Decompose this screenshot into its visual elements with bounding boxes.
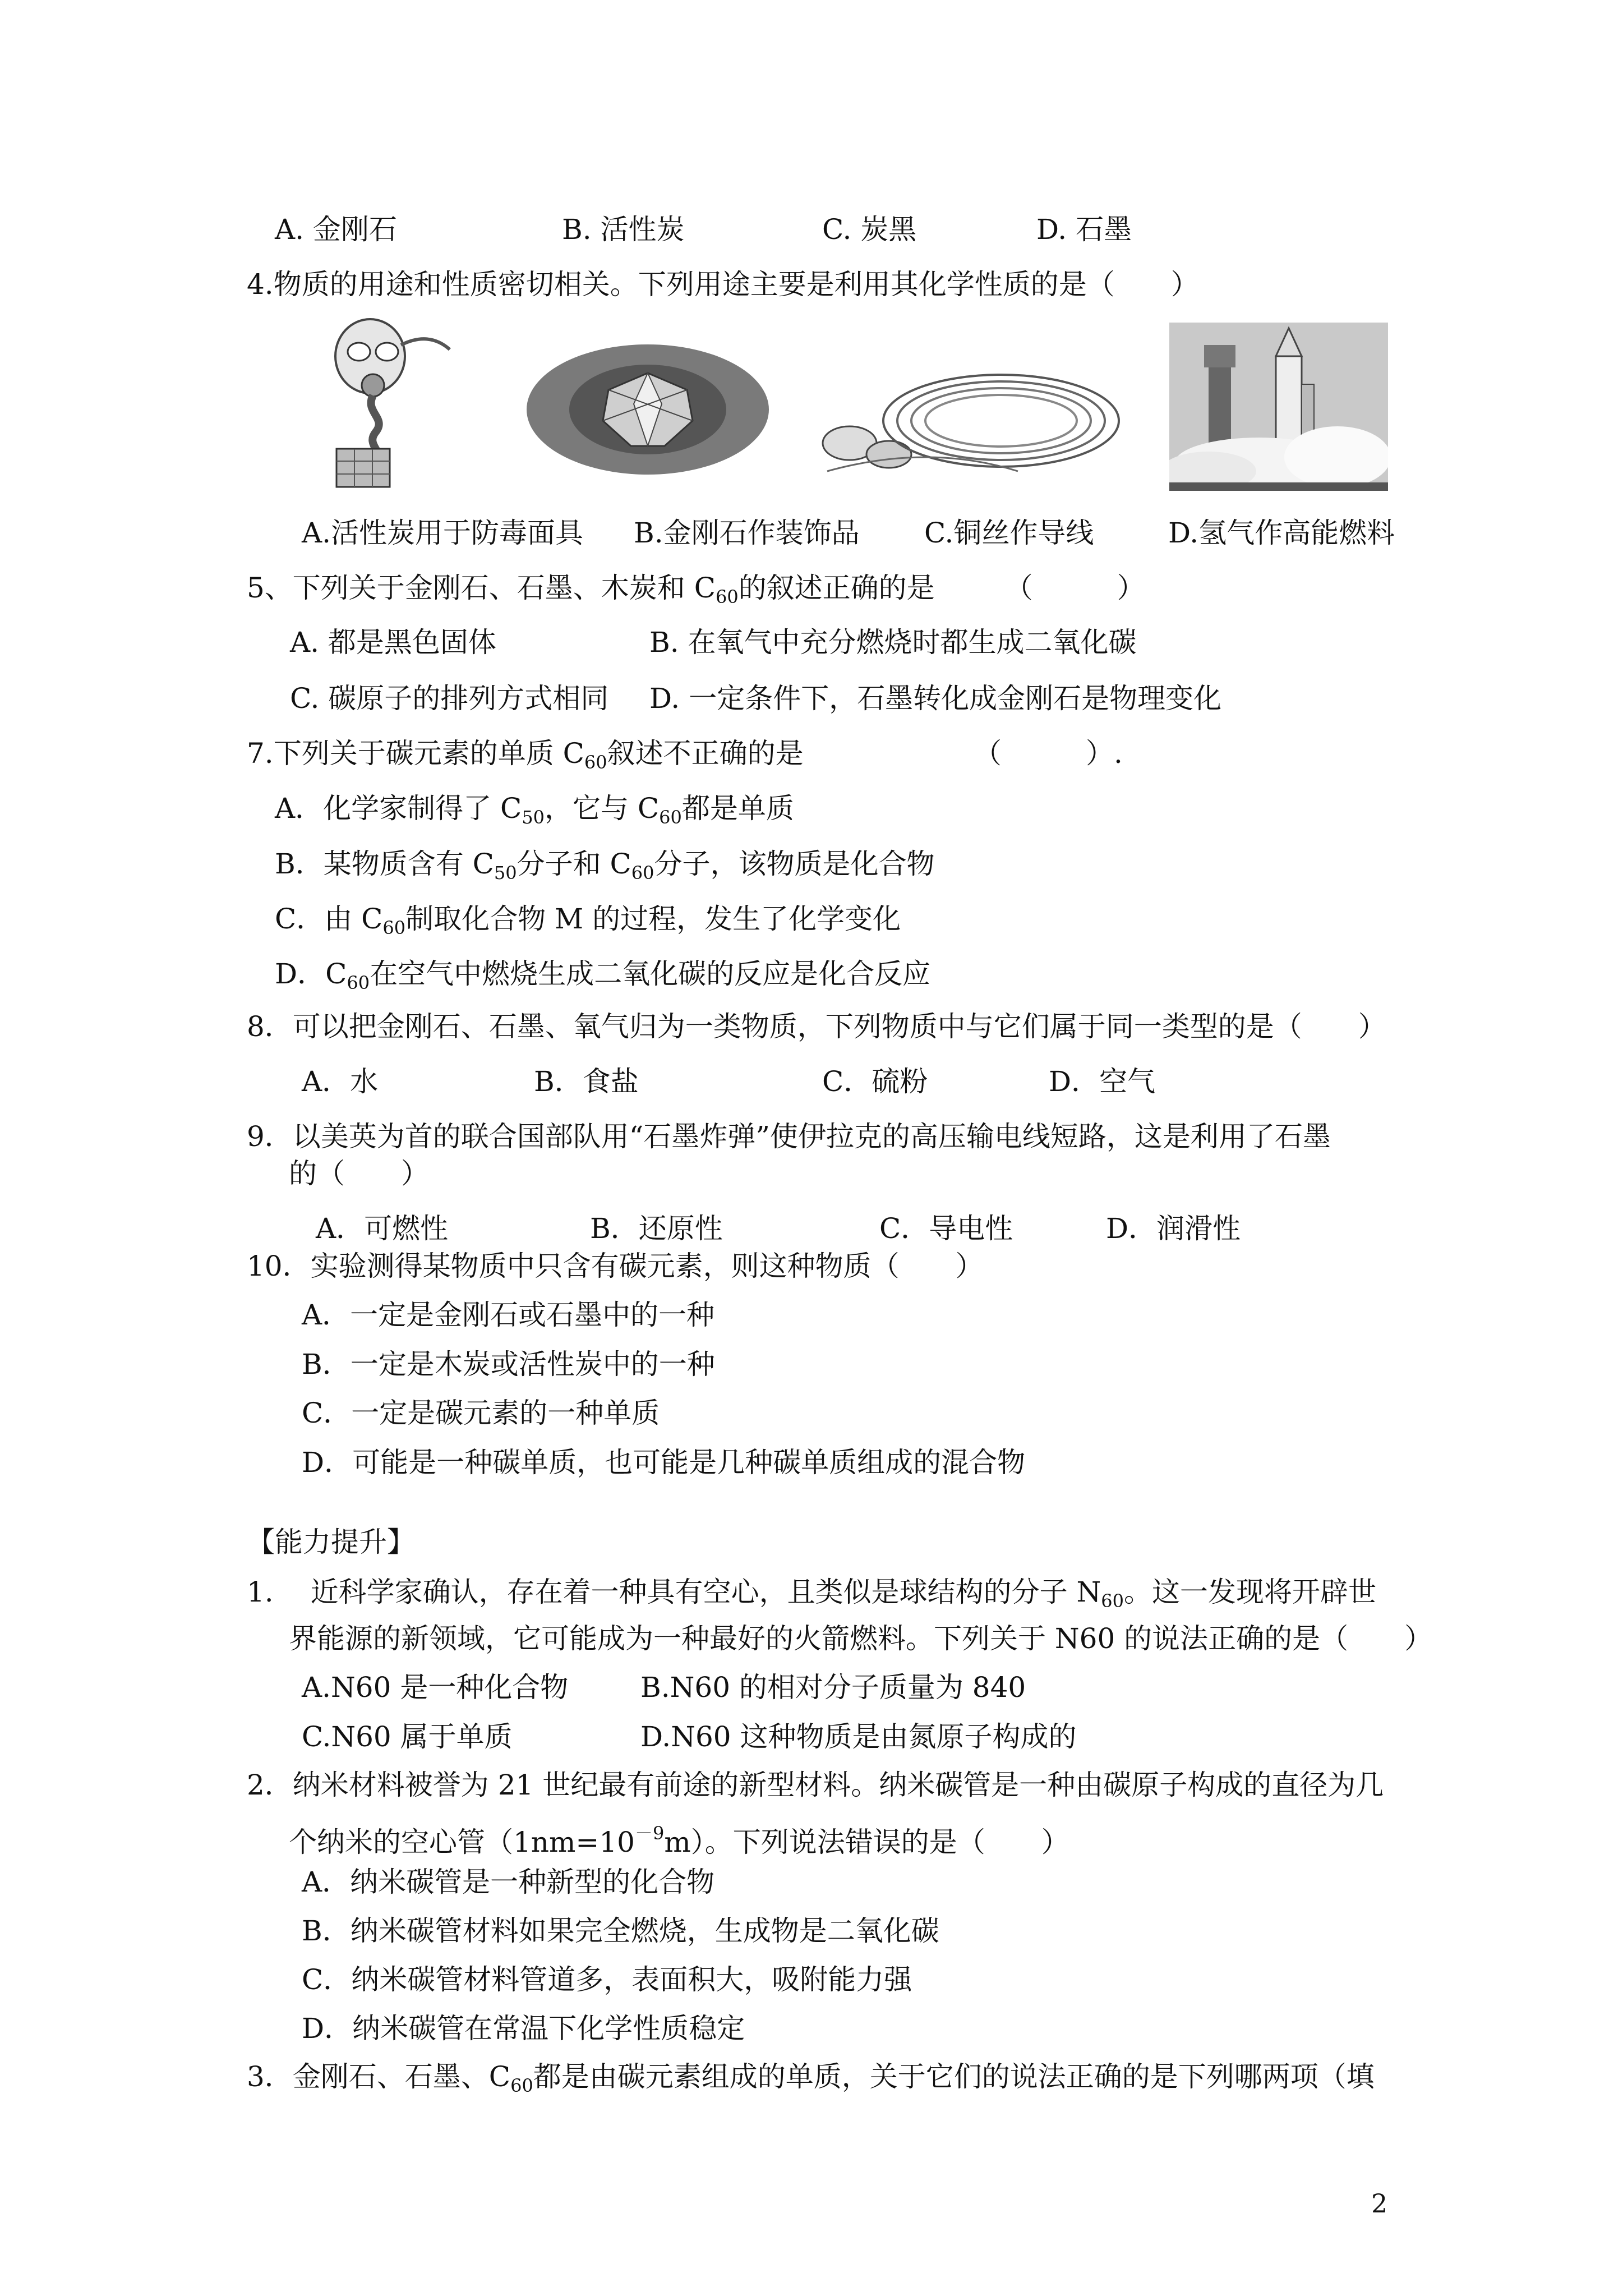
p1-option-b: B.N60 的相对分子质量为 840 [640, 1671, 1026, 1704]
section-title: 【能力提升】 [247, 1526, 415, 1558]
q5-option-a: A. 都是黑色固体 [290, 626, 496, 659]
q7-a-sub2: 60 [659, 807, 682, 828]
q7-d-pre: D．C [275, 958, 347, 990]
q3-option-c: C. 炭黑 [822, 213, 917, 246]
q5-option-b: B. 在氧气中充分燃烧时都生成二氧化碳 [649, 626, 1137, 659]
q7-c-post: 制取化合物 M 的过程，发生了化学变化 [405, 903, 901, 935]
p1-stem-line2: 界能源的新领域，它可能成为一种最好的火箭燃料。下列关于 N60 的说法正确的是（ ） [289, 1622, 1433, 1655]
q7-a-mid: ，它与 C [544, 792, 660, 825]
q9-option-b: B．还原性 [590, 1212, 723, 1245]
p1-option-a: A.N60 是一种化合物 [302, 1671, 569, 1704]
q7-c-pre: C．由 C [275, 903, 383, 935]
q10-option-b: B．一定是木炭或活性炭中的一种 [302, 1348, 715, 1381]
q7-a-sub1: 50 [522, 807, 545, 828]
q7-c-sub1: 60 [382, 917, 406, 938]
q8-option-c: C．硫粉 [822, 1065, 928, 1098]
q10-option-c: C．一定是碳元素的一种单质 [302, 1397, 660, 1429]
q10-option-d: D．可能是一种碳单质，也可能是几种碳单质组成的混合物 [302, 1446, 1026, 1479]
p3-pre: 3．金刚石、石墨、C [247, 2060, 511, 2093]
q9-stem-line2: 的（ ） [289, 1157, 429, 1190]
p3-stem [247, 2059, 1375, 2104]
q7-b-sub2: 60 [631, 862, 654, 884]
q9-stem-line1: 9．以美英为首的联合国部队用“石墨炸弹”使伊拉克的高压输电线短路，这是利用了石墨 [247, 1120, 1331, 1153]
p1-option-d: D.N60 这种物质是由氮原子构成的 [640, 1720, 1077, 1753]
q5-stem-pre: 5、下列关于金刚石、石墨、木炭和 C [247, 572, 716, 604]
page-number: 2 [1371, 2188, 1388, 2219]
q7-a-pre: A．化学家制得了 C [275, 792, 522, 825]
q4-option-d: D.氢气作高能燃料 [1168, 517, 1395, 549]
q5-stem-post: 的叙述正确的是 （ ） [738, 572, 1145, 604]
q8-option-a: A．水 [302, 1065, 379, 1098]
p2-stem2-sup: －9 [634, 1823, 665, 1844]
q8-option-b: B．食盐 [534, 1065, 639, 1098]
p1-option-c: C.N60 属于单质 [302, 1720, 513, 1753]
q8-option-d: D．空气 [1049, 1065, 1156, 1098]
q3-option-b: B. 活性炭 [562, 213, 685, 246]
q5-stem-sub: 60 [715, 586, 739, 608]
q5-option-d: D. 一定条件下，石墨转化成金刚石是物理变化 [649, 682, 1222, 715]
q7-b-pre: B．某物质含有 C [275, 848, 494, 880]
q7-a-post: 都是单质 [681, 792, 794, 825]
q7-stem [247, 735, 804, 780]
q9-option-d: D．润滑性 [1106, 1212, 1241, 1245]
p2-stem-line2 [289, 1815, 1069, 1860]
q4-option-b: B.金刚石作装饰品 [634, 517, 860, 549]
q7-b-post: 分子，该物质是化合物 [654, 848, 935, 880]
q3-option-d: D. 石墨 [1036, 213, 1132, 246]
p3-post: 都是由碳元素组成的单质，关于它们的说法正确的是下列哪两项（填 [533, 2060, 1375, 2093]
p1-stem1-pre: 1. 近科学家确认，存在着一种具有空心，且类似是球结构的分子 N [247, 1576, 1101, 1608]
rocket-launch-image [1169, 323, 1388, 491]
q10-stem: 10．实验测得某物质中只含有碳元素，则这种物质（ ） [247, 1250, 984, 1282]
q7-answer-paren: （ ）. [974, 737, 1123, 770]
q7-stem-sub: 60 [584, 752, 607, 773]
p2-stem2-pre: 个纳米的空心管（1nm=10 [289, 1826, 635, 1858]
p1-stem1-post: 。这一发现将开辟世 [1123, 1576, 1376, 1608]
p3-sub: 60 [510, 2075, 533, 2096]
q7-stem-post: 叙述不正确的是 [607, 737, 804, 770]
q10-option-a: A．一定是金刚石或石墨中的一种 [302, 1299, 715, 1331]
p2-stem-line1: 2．纳米材料被誉为 21 世纪最有前途的新型材料。纳米碳管是一种由碳原子构成的直径为几 [247, 1769, 1384, 1801]
gas-mask-image [303, 317, 454, 488]
q3-option-a: A. 金刚石 [275, 213, 397, 246]
q9-option-c: C．导电性 [879, 1212, 1013, 1245]
diamond-image [524, 342, 771, 477]
q7-d-sub1: 60 [347, 972, 370, 993]
q7-b-sub1: 50 [494, 862, 517, 884]
q7-d-post: 在空气中燃烧生成二氧化碳的反应是化合反应 [370, 958, 931, 990]
p1-stem1-sub: 60 [1101, 1590, 1124, 1612]
q4-stem: 4.物质的用途和性质密切相关。下列用途主要是利用其化学性质的是（ ） [247, 268, 1199, 301]
q7-option-c [275, 901, 901, 946]
q7-option-a [275, 790, 794, 835]
q7-option-d [275, 956, 930, 1001]
q5-option-c: C. 碳原子的排列方式相同 [290, 682, 609, 715]
q5-stem [247, 570, 1145, 615]
q4-option-c: C.铜丝作导线 [924, 517, 1094, 549]
p2-option-d: D．纳米碳管在常温下化学性质稳定 [302, 2012, 745, 2045]
p2-option-a: A．纳米碳管是一种新型的化合物 [302, 1866, 715, 1898]
p1-stem-line1 [247, 1574, 1376, 1619]
copper-wire-image [816, 359, 1138, 480]
q4-option-a: A.活性炭用于防毒面具 [302, 517, 584, 549]
q7-b-mid: 分子和 C [517, 848, 631, 880]
q9-option-a: A．可燃性 [316, 1212, 449, 1245]
q7-option-b [275, 846, 935, 891]
q7-stem-pre: 7.下列关于碳元素的单质 C [247, 737, 584, 770]
q8-stem: 8．可以把金刚石、石墨、氧气归为一类物质，下列物质中与它们属于同一类型的是（ ） [247, 1010, 1386, 1043]
p2-option-b: B．纳米碳管材料如果完全燃烧，生成物是二氧化碳 [302, 1915, 939, 1947]
p2-stem2-post: m）。下列说法错误的是（ ） [664, 1826, 1069, 1858]
p2-option-c: C．纳米碳管材料管道多，表面积大，吸附能力强 [302, 1963, 912, 1996]
